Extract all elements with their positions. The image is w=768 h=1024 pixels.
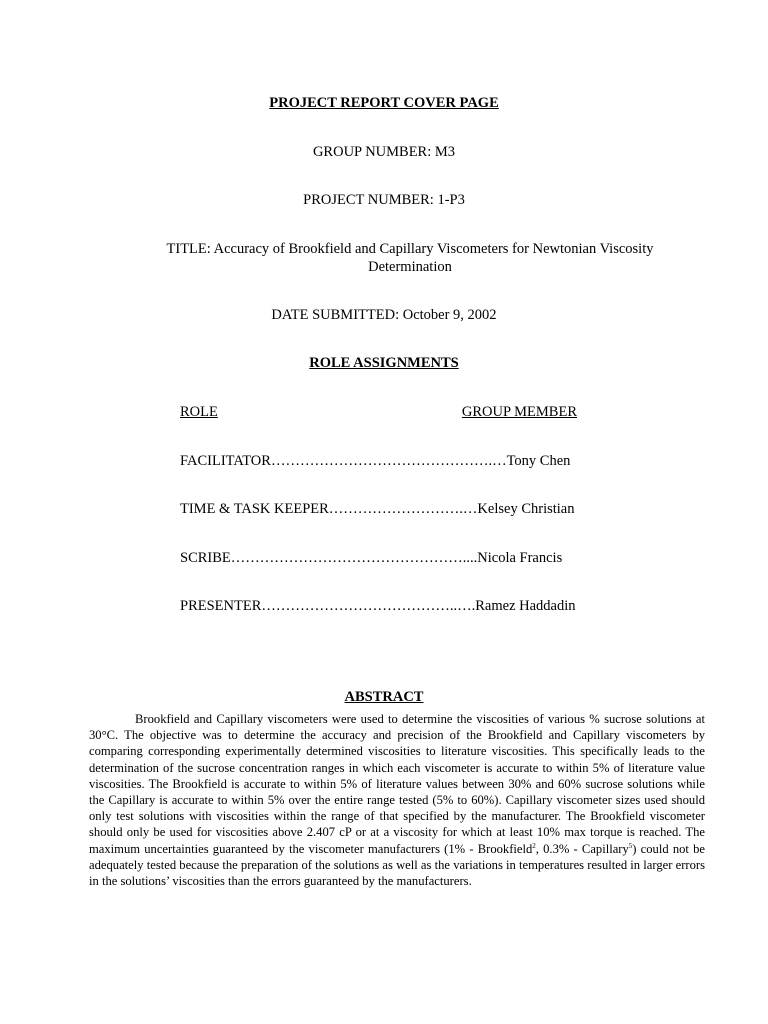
role-row-scribe: SCRIBE…………………………………………....Nicola Francis — [180, 550, 563, 566]
abstract-body — [89, 711, 705, 889]
group-member-column-header: GROUP MEMBER — [461, 404, 577, 420]
role-row-time-task-keeper: TIME & TASK KEEPER……………………….…Kelsey Christian — [180, 501, 575, 517]
group-number: GROUP NUMBER: M3 — [312, 144, 456, 160]
abstract-heading: ABSTRACT — [344, 689, 424, 705]
role-column-header: ROLE — [180, 404, 218, 420]
role-row-facilitator: FACILITATOR……………………………………….…Tony Chen — [180, 453, 571, 469]
abstract-footnote-2: 5 — [628, 841, 633, 850]
abstract-text-part1: Brookfield and Capillary viscometers were used to determine the viscosities of various % sucrose solutions at 30°C. The objective was to determine the accuracy and precision of the Brookfield and Capillary viscometers by comparing corresponding experimentally determined viscosities to literature viscosities. This specifically leads to the determination of the sucrose concentration ranges in which each viscometer is accurate to within 5% of literature value viscosities. The Brookfield is accurate to within 5% of literature values between 30% and 60% sucrose solutions while the Capillary is accurate to within 5% over the entire range tested (5% to 60%). Capillary viscometer sizes used should only test solutions with viscosities within the range of that specified by the manufacturer. The Brookfield viscometer should only be used for viscosities above 2.407 cP or at a viscosity for which at least 10% max torque is reached. The maximum uncertainties guaranteed by the viscometer manufacturers (1% - Brookfield — [89, 712, 705, 856]
project-title-line2: Determination — [368, 259, 452, 275]
abstract-text-part2: , 0.3% - Capillary — [535, 841, 629, 856]
page-title: PROJECT REPORT COVER PAGE — [269, 95, 499, 111]
date-submitted: DATE SUBMITTED: October 9, 2002 — [271, 307, 497, 323]
role-row-presenter: PRESENTER…………………………………..….Ramez Haddadin — [180, 598, 576, 614]
role-table-header — [180, 403, 577, 421]
abstract-footnote-1: 2 — [532, 841, 536, 850]
project-title — [120, 240, 700, 276]
project-title-line1: TITLE: Accuracy of Brookfield and Capillary Viscometers for Newtonian Viscosity — [166, 241, 654, 257]
role-assignments-heading: ROLE ASSIGNMENTS — [309, 355, 459, 371]
project-number: PROJECT NUMBER: 1-P3 — [303, 192, 465, 208]
abstract-text-part3: ) could not be adequately tested because the preparation of the solutions as well as the variations in temperatures resulted in larger errors in the solutions’ viscosities than the errors guaranteed by the manufacturers. — [89, 841, 705, 889]
